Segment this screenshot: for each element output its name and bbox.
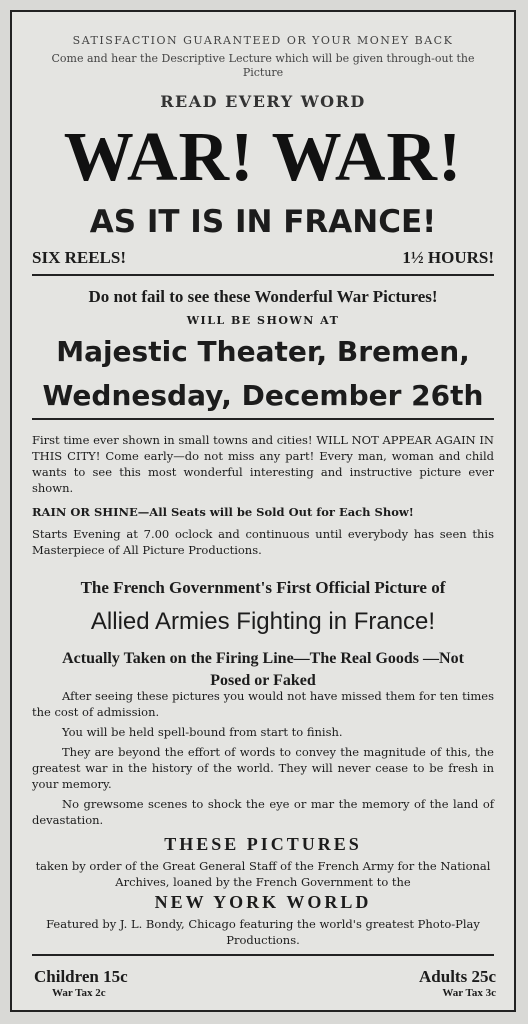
starts-evening: Starts Evening at 7.00 oclock and continuous until everybody has seen this Masterpiece of All Picture Productions. bbox=[32, 527, 494, 557]
france-headline: AS IT IS IN FRANCE! bbox=[89, 204, 437, 240]
these-pictures: THESE PICTURES bbox=[164, 834, 362, 854]
children-tax: War Tax 2c bbox=[52, 987, 106, 999]
adults-admission: Adults 25c bbox=[419, 967, 496, 986]
firing-line: Actually Taken on the Firing Line—The Real Goods —Not Posed or Faked bbox=[62, 650, 464, 689]
six-reels: SIX REELS! bbox=[32, 248, 127, 267]
testimonials bbox=[32, 688, 494, 832]
shown-at: WILL BE SHOWN AT bbox=[186, 314, 340, 327]
new-york-world: NEW YORK WORLD bbox=[154, 892, 372, 912]
show-date: Wednesday, December 26th bbox=[42, 379, 484, 412]
divider bbox=[32, 274, 494, 276]
testimonial: After seeing these pictures you would not have missed them for ten times the cost of admission. bbox=[32, 689, 494, 719]
do-not-fail: Do not fail to see these Wonderful War Pictures! bbox=[88, 287, 438, 306]
featured-by: Featured by J. L. Bondy, Chicago featuring the world's greatest Photo-Play Productions. bbox=[46, 917, 480, 947]
guarantee-line: SATISFACTION GUARANTEED OR YOUR MONEY BACK bbox=[72, 34, 454, 47]
rain-or-shine: RAIN OR SHINE—All Seats will be Sold Out for Each Show! bbox=[32, 505, 414, 519]
testimonial: They are beyond the effort of words to convey the magnitude of this, the greatest war in the history of the world. They will never cease to be fresh in your memory. bbox=[32, 745, 494, 791]
divider bbox=[32, 418, 494, 420]
theater-name: Majestic Theater, Bremen, bbox=[56, 335, 470, 368]
adults-price bbox=[419, 967, 496, 999]
lecture-line: Come and hear the Descriptive Lecture which will be given through-out the Picture bbox=[51, 52, 475, 79]
children-price bbox=[34, 967, 128, 999]
advertisement bbox=[10, 10, 516, 1012]
testimonial: No grewsome scenes to shock the eye or mar the memory of the land of devastation. bbox=[32, 797, 494, 827]
read-every-word: READ EVERY WORD bbox=[160, 92, 366, 111]
war-headline: WAR! WAR! bbox=[63, 119, 463, 196]
hours: 1½ HOURS! bbox=[402, 248, 494, 267]
children-admission: Children 15c bbox=[34, 967, 128, 986]
allied-armies-title: Allied Armies Fighting in France! bbox=[90, 608, 436, 635]
theater-title bbox=[12, 330, 514, 418]
divider bbox=[32, 954, 494, 956]
taken-by: taken by order of the Great General Staff of the French Army for the National Archives, loaned by the French Government to the bbox=[35, 859, 491, 889]
french-gov-title: The French Government's First Official Picture of bbox=[80, 578, 446, 597]
testimonial: You will be held spell-bound from start to finish. bbox=[62, 725, 343, 739]
intro-paragraph: First time ever shown in small towns and cities! WILL NOT APPEAR AGAIN IN THIS CITY! Come early—do not miss any part! Every man, woman and child wants to see this most wonderful interesting and instructive picture ever shown. bbox=[32, 433, 494, 495]
adults-tax: War Tax 3c bbox=[442, 987, 496, 999]
